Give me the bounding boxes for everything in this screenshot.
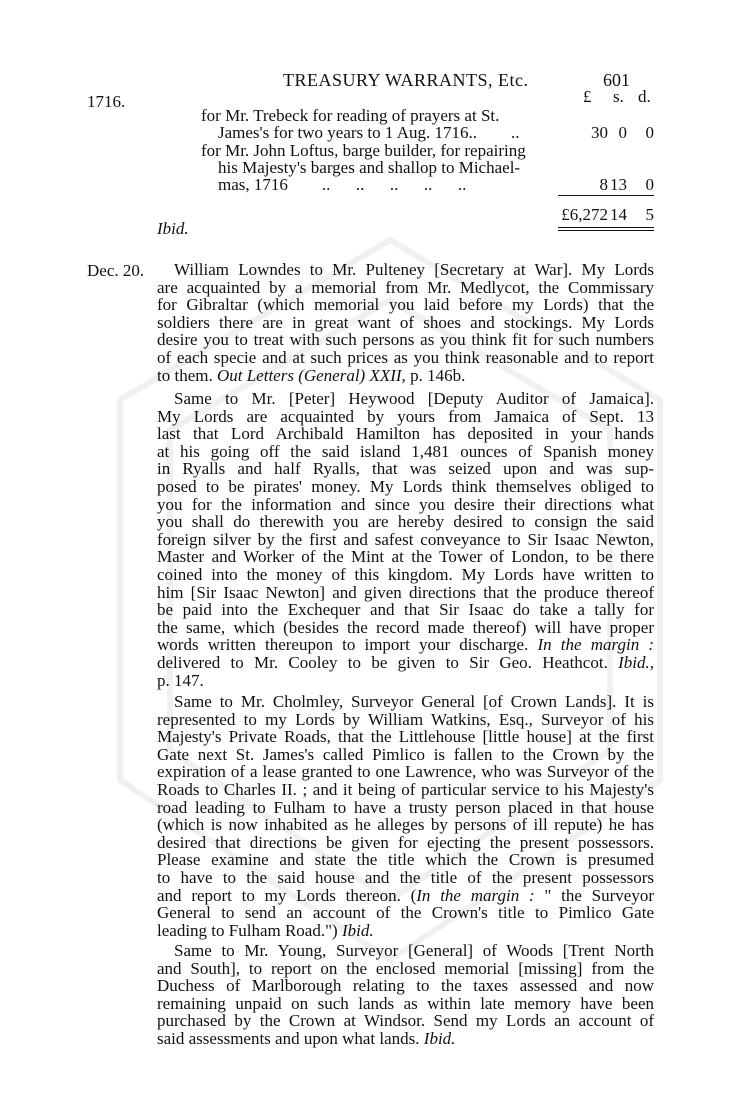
paragraph-line: Same to Mr. [Peter] Heywood [Deputy Auditor of Jamaica]. <box>174 389 654 408</box>
paragraph-line: to have to the said house and the title of the present possessors <box>157 867 654 887</box>
paragraph-line: road leading to Fulham to have a trusty person placed in that house <box>157 797 654 817</box>
paragraph-line: for Gibraltar (which memorial you laid before my Lords) that the <box>157 295 654 315</box>
paragraph-line <box>157 922 654 940</box>
paragraph-line: and South], to report on the enclosed memorial [missing] from the <box>157 958 654 978</box>
page-number: 601 <box>603 70 630 90</box>
entry-line: mas, 1716 .. .. .. .. .. <box>218 175 467 194</box>
paragraph-line: Gate next St. James's called Pimlico is fallen to the Crown by the <box>157 744 654 764</box>
total-double-rule <box>558 227 654 228</box>
paragraph-line: desire you to treat with such persons as you think fit for such numbers <box>157 330 654 350</box>
running-header-title: TREASURY WARRANTS, Etc. <box>283 70 529 90</box>
paragraph-line: remaining unpaid on such lands as within late memory have been <box>157 993 654 1013</box>
paragraph-line: Roads to Charles II. ; and it being of particular service to his Majesty's <box>157 779 654 799</box>
paragraph-line: expiration of a lease granted to one Lawrence, who was Surveyor of the <box>157 762 654 782</box>
paragraph-line: last that Lord Archibald Hamilton has deposited in your hands <box>157 424 654 444</box>
paragraph-line: be paid into the Exchequer and that Sir Isaac do take a tally for <box>157 600 654 620</box>
paragraph-line: Master and Worker of the Mint at the Tower of London, to be there <box>157 547 654 567</box>
total-shillings: 14 <box>610 205 627 224</box>
paragraph-line: p. 147. <box>157 670 204 690</box>
letter-paragraph <box>157 942 654 1048</box>
source-citation: Out Letters (General) XXII, <box>216 365 406 385</box>
total-pence: 5 <box>645 205 654 224</box>
entry-pounds: 30 <box>591 123 608 142</box>
line-text: " the Surveyor <box>534 885 654 905</box>
margin-note-label: In the margin : <box>416 885 535 905</box>
source-citation: Ibid. <box>341 920 374 940</box>
paragraph-line: General to send an account of the Crown's title to Pimlico Gate <box>157 903 654 923</box>
total-double-rule <box>558 230 654 231</box>
letter-paragraph <box>157 390 654 689</box>
paragraph-line: foreign silver by the first and safest conveyance to Sir Isaac Newton, <box>157 529 654 549</box>
margin-note-label: In the margin : <box>537 635 655 655</box>
line-text: and report to my Lords thereon. ( <box>157 885 417 905</box>
paragraph-line: Duchess of Marlborough relating to the taxes assessed and now <box>157 976 654 996</box>
paragraph-line: Please examine and state the title which the Crown is presumed <box>157 850 654 870</box>
pounds-column-header: £ <box>583 87 592 106</box>
entry-line: his Majesty's barges and shallop to Michael- <box>218 158 521 177</box>
line-text: p. 146b. <box>410 365 466 385</box>
paragraph-line: represented to my Lords by William Watkins, Esq., Surveyor of his <box>157 709 654 729</box>
paragraph-line: (which is now inhabited as he alleges by persons of ill repute) he has <box>157 815 654 835</box>
paragraph-line: soldiers there are in great want of shoes and stockings. My Lords <box>157 312 654 332</box>
entry-line: for Mr. John Loftus, barge builder, for repairing <box>201 141 526 160</box>
entry-shillings: 0 <box>618 123 627 142</box>
paragraph-line: posed to be pirates' money. My Lords think themselves obliged to <box>157 476 654 496</box>
line-text: said assessments and upon what lands. <box>157 1028 420 1048</box>
paragraph-line: Same to Mr. Cholmley, Surveyor General [of Crown Lands]. It is <box>174 692 654 711</box>
entry-pounds: 8 <box>599 175 608 194</box>
letter-paragraph <box>157 693 654 939</box>
paragraph-line: of each specie and at such prices as you think reasonable and to report <box>157 347 654 367</box>
paragraph-line <box>157 1030 654 1048</box>
source-citation: Ibid., <box>618 652 655 672</box>
letter-paragraph <box>157 261 654 384</box>
paragraph-line <box>157 636 654 654</box>
entry-pence: 0 <box>645 175 654 194</box>
paragraph-line: in Ryalls and half Ryalls, that was seized upon and was sup- <box>157 459 654 479</box>
entry-shillings: 13 <box>610 175 627 194</box>
paragraph-line: My Lords are acquainted by yours from Jamaica of Sept. 13 <box>157 406 654 426</box>
paragraph-line: are acquainted by a memorial from Mr. Medlycot, the Commissary <box>157 277 654 297</box>
pence-column-header: d. <box>638 87 651 106</box>
paragraph-line: coined into the money of this kingdom. My Lords have written to <box>157 564 654 584</box>
paragraph-line: the same, which (besides the record made thereof) will have proper <box>157 617 654 637</box>
line-text: delivered to Mr. Cooley to be given to Sir Geo. Heathcot. <box>157 652 608 672</box>
paragraph-line: purchased by the Crown at Windsor. Send my Lords an account of <box>157 1011 654 1031</box>
line-text: words written thereupon to import your discharge. <box>157 635 529 655</box>
paragraph-line: desired that directions be given for ejecting the present possessors. <box>157 832 654 852</box>
line-text: leading to Fulham Road.") <box>157 920 338 940</box>
paragraph-line: Majesty's Private Roads, that the Littlehouse [little house] at the first <box>157 727 654 747</box>
total-pounds: £6,272 <box>561 205 608 224</box>
entry-line: for Mr. Trebeck for reading of prayers at St. <box>201 106 500 125</box>
paragraph-line <box>157 654 654 672</box>
paragraph-line: Same to Mr. Young, Surveyor [General] of Woods [Trent North <box>174 941 654 960</box>
margin-year: 1716. <box>87 92 126 111</box>
line-text: to them. <box>157 365 213 385</box>
paragraph-line: William Lowndes to Mr. Pulteney [Secretary at War]. My Lords <box>174 260 654 279</box>
sum-rule <box>558 195 654 196</box>
paragraph-line: him [Sir Isaac Newton] and given directions that the produce thereof <box>157 582 654 602</box>
shillings-column-header: s. <box>613 87 624 106</box>
entry-line: James's for two years to 1 Aug. 1716.. .. <box>218 123 520 142</box>
source-citation: Ibid. <box>423 1028 456 1048</box>
paragraph-line: you shall do therewith you are hereby desired to consign the said <box>157 512 654 532</box>
entry-pence: 0 <box>645 123 654 142</box>
paragraph-line <box>157 887 654 905</box>
ibid-reference: Ibid. <box>157 219 189 238</box>
paragraph-line: at his going off the said island 1,481 ounces of Spanish money <box>157 441 654 461</box>
paragraph-line: you for the information and since you desire their directions what <box>157 494 654 514</box>
margin-date: Dec. 20. <box>87 261 145 280</box>
paragraph-line <box>157 367 654 385</box>
